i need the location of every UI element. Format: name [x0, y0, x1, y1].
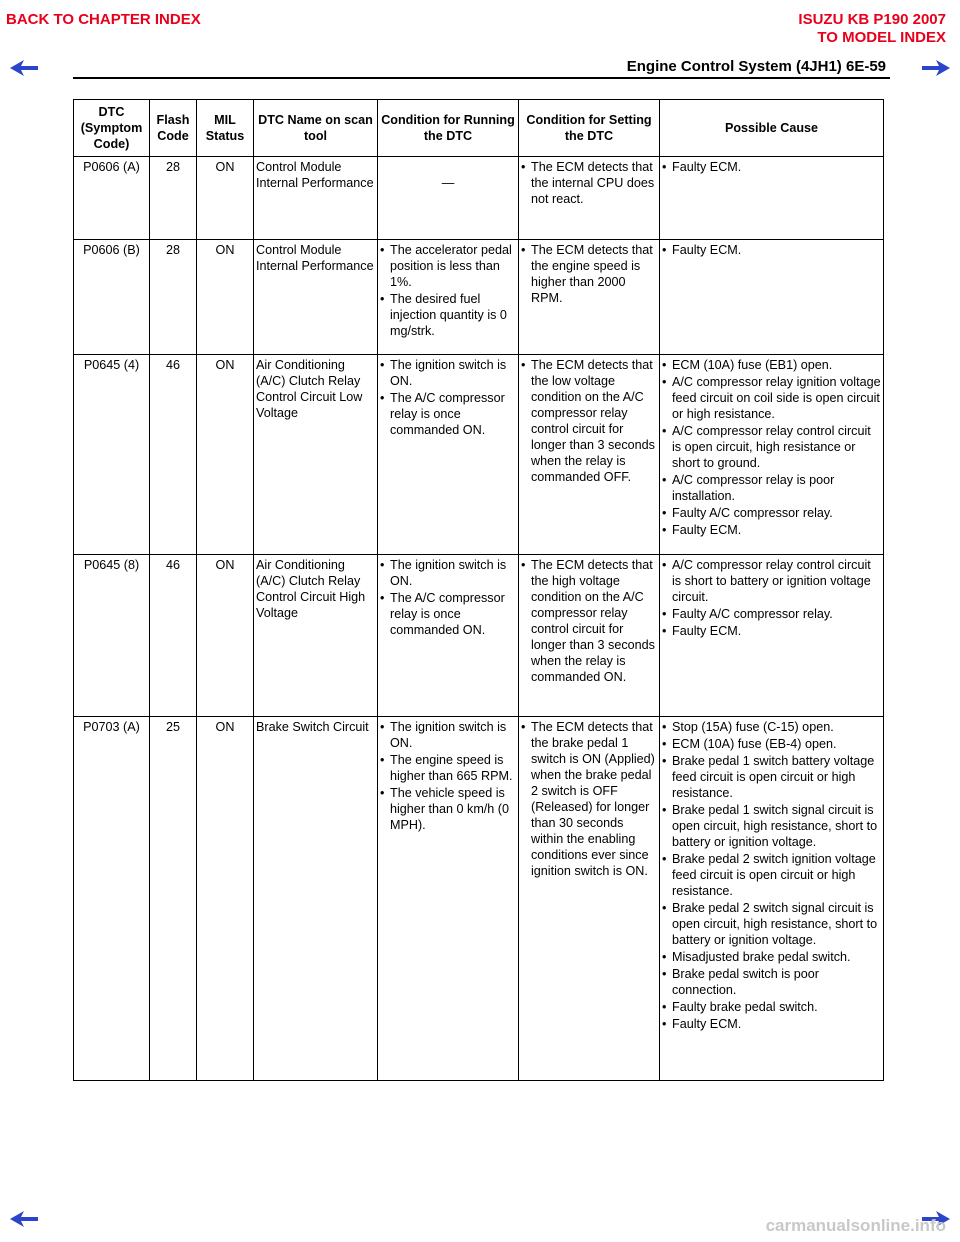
flash-code-cell: 46: [150, 355, 197, 555]
flash-code-cell: 28: [150, 240, 197, 355]
right-arrow-icon[interactable]: [922, 60, 950, 76]
list-item: • Stop (15A) fuse (C-15) open.: [662, 719, 881, 735]
setting-condition-cell: [519, 555, 660, 717]
setting-condition-cell: [519, 240, 660, 355]
list-item: • The ECM detects that the high voltage condition on the A/C compressor relay control circuit for longer than 3 seconds when the relay is commanded ON.: [521, 557, 657, 685]
list-item: • The A/C compressor relay is once commanded ON.: [380, 590, 516, 638]
dtc-code-cell: P0645 (8): [74, 555, 150, 717]
table-row: [74, 157, 884, 240]
possible-cause-cell: [660, 717, 884, 1081]
dtc-code-cell: P0703 (A): [74, 717, 150, 1081]
left-arrow-icon[interactable]: [10, 60, 38, 76]
dtc-name-cell: Control Module Internal Performance: [254, 240, 378, 355]
column-header: MIL Status: [197, 100, 254, 157]
dtc-code-cell: P0606 (A): [74, 157, 150, 240]
setting-condition-cell: [519, 717, 660, 1081]
column-header: Condition for Running the DTC: [378, 100, 519, 157]
list-item: • A/C compressor relay ignition voltage feed circuit on coil side is open circuit or high resistance.: [662, 374, 881, 422]
list-item: • Faulty A/C compressor relay.: [662, 606, 881, 622]
to-model-index-link[interactable]: TO MODEL INDEX: [817, 29, 946, 46]
list-item: • Faulty ECM.: [662, 1016, 881, 1032]
list-item: • The ECM detects that the brake pedal 1 switch is ON (Applied) when the brake pedal 2 switch is OFF (Released) for longer than 30 seconds within the enabling conditions ever since ignition switch is ON.: [521, 719, 657, 879]
mil-status-cell: ON: [197, 717, 254, 1081]
list-item: • Faulty ECM.: [662, 522, 881, 538]
dtc-name-cell: Control Module Internal Performance: [254, 157, 378, 240]
column-header: DTC (Symptom Code): [74, 100, 150, 157]
flash-code-cell: 28: [150, 157, 197, 240]
list-item: • Brake pedal switch is poor connection.: [662, 966, 881, 998]
possible-cause-cell: [660, 157, 884, 240]
dtc-table: [73, 99, 884, 1081]
list-item: • Faulty ECM.: [662, 623, 881, 639]
back-to-chapter-index-link[interactable]: BACK TO CHAPTER INDEX: [6, 11, 201, 28]
possible-cause-cell: [660, 555, 884, 717]
running-condition-cell: [378, 555, 519, 717]
running-condition-cell: [378, 717, 519, 1081]
setting-condition-cell: [519, 157, 660, 240]
list-item: • Faulty ECM.: [662, 159, 881, 175]
list-item: • Brake pedal 2 switch signal circuit is open circuit, high resistance, short to battery or ignition voltage.: [662, 900, 881, 948]
list-item: • A/C compressor relay control circuit is open circuit, high resistance or short to ground.: [662, 423, 881, 471]
dtc-name-cell: Air Conditioning (A/C) Clutch Relay Control Circuit Low Voltage: [254, 355, 378, 555]
mil-status-cell: ON: [197, 555, 254, 717]
table-body: [74, 157, 884, 1081]
list-item: • Faulty A/C compressor relay.: [662, 505, 881, 521]
list-item: • The ECM detects that the engine speed is higher than 2000 RPM.: [521, 242, 657, 306]
possible-cause-cell: [660, 355, 884, 555]
list-item: • Brake pedal 1 switch signal circuit is open circuit, high resistance, short to battery or ignition voltage.: [662, 802, 881, 850]
mil-status-cell: ON: [197, 157, 254, 240]
table-header-row: [74, 100, 884, 157]
flash-code-cell: 25: [150, 717, 197, 1081]
list-item: • A/C compressor relay control circuit is short to battery or ignition voltage circuit.: [662, 557, 881, 605]
model-title-link[interactable]: ISUZU KB P190 2007: [798, 11, 946, 28]
list-item: • Faulty brake pedal switch.: [662, 999, 881, 1015]
list-item: • The ECM detects that the internal CPU does not react.: [521, 159, 657, 207]
list-item: • The desired fuel injection quantity is 0 mg/strk.: [380, 291, 516, 339]
dtc-code-cell: P0645 (4): [74, 355, 150, 555]
page-title: Engine Control System (4JH1) 6E-59: [626, 58, 886, 75]
list-item: • Brake pedal 2 switch ignition voltage feed circuit is open circuit or high resistance.: [662, 851, 881, 899]
list-item: • The engine speed is higher than 665 RPM.: [380, 752, 516, 784]
mil-status-cell: ON: [197, 355, 254, 555]
list-item: • Brake pedal 1 switch battery voltage feed circuit is open circuit or high resistance.: [662, 753, 881, 801]
possible-cause-cell: [660, 240, 884, 355]
column-header: Condition for Setting the DTC: [519, 100, 660, 157]
list-item: • Faulty ECM.: [662, 242, 881, 258]
list-item: • The accelerator pedal position is less than 1%.: [380, 242, 516, 290]
list-item: • Misadjusted brake pedal switch.: [662, 949, 881, 965]
table-row: [74, 555, 884, 717]
running-condition-cell: [378, 157, 519, 240]
header-divider: [73, 77, 890, 79]
list-item: • The ignition switch is ON.: [380, 557, 516, 589]
column-header: Possible Cause: [660, 100, 884, 157]
flash-code-cell: 46: [150, 555, 197, 717]
watermark: carmanualsonline.info: [765, 1216, 946, 1235]
dtc-name-cell: Brake Switch Circuit: [254, 717, 378, 1081]
empty-marker: —: [441, 176, 455, 190]
mil-status-cell: ON: [197, 240, 254, 355]
footer-left-arrow-icon[interactable]: [10, 1211, 38, 1227]
column-header: DTC Name on scan tool: [254, 100, 378, 157]
table-row: [74, 717, 884, 1081]
setting-condition-cell: [519, 355, 660, 555]
table-row: [74, 355, 884, 555]
list-item: • The ECM detects that the low voltage condition on the A/C compressor relay control circuit for longer than 3 seconds when the relay is commanded OFF.: [521, 357, 657, 485]
list-item: • ECM (10A) fuse (EB-4) open.: [662, 736, 881, 752]
running-condition-cell: [378, 240, 519, 355]
list-item: • The vehicle speed is higher than 0 km/h (0 MPH).: [380, 785, 516, 833]
table-row: [74, 240, 884, 355]
list-item: • The ignition switch is ON.: [380, 719, 516, 751]
running-condition-cell: [378, 355, 519, 555]
column-header: Flash Code: [150, 100, 197, 157]
dtc-code-cell: P0606 (B): [74, 240, 150, 355]
dtc-name-cell: Air Conditioning (A/C) Clutch Relay Control Circuit High Voltage: [254, 555, 378, 717]
list-item: • A/C compressor relay is poor installation.: [662, 472, 881, 504]
list-item: • The A/C compressor relay is once commanded ON.: [380, 390, 516, 438]
list-item: • ECM (10A) fuse (EB1) open.: [662, 357, 881, 373]
list-item: • The ignition switch is ON.: [380, 357, 516, 389]
